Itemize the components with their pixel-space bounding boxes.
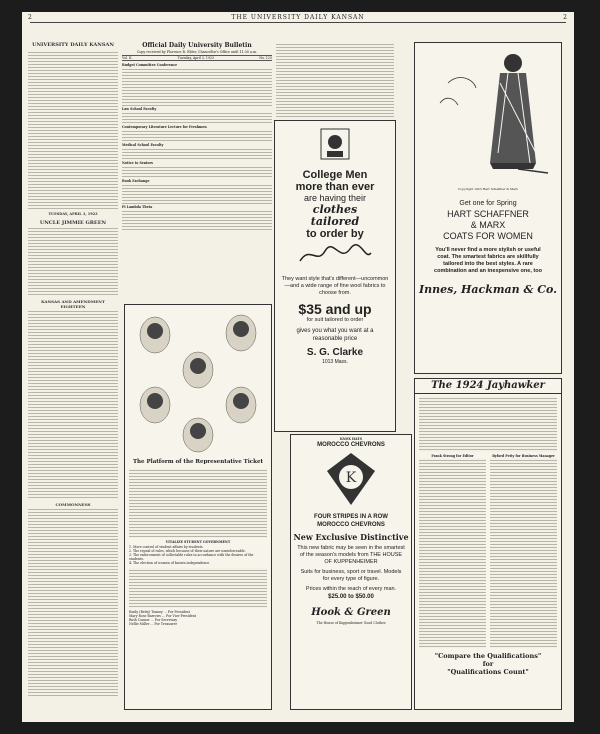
hats-body: This new fabric may be seen in the smartest of the season's models from THE HOUSE OF KUPPENHEIMER	[297, 545, 405, 565]
masthead-staff	[28, 50, 118, 210]
bulletin-title: Official Daily University Bulletin	[142, 42, 252, 49]
platform-point: 1. More control of student affairs by students.	[129, 545, 204, 549]
bulletin-section-heading: Medical School Faculty	[122, 143, 164, 147]
platform-point: 2. The repeal of rules, which because of their nature are unenforceable.	[129, 549, 246, 553]
editor-text	[419, 458, 486, 648]
bulletin-vol: Vol. II.	[122, 56, 133, 60]
jayhawker-sub1: Frank Strong for Editor	[431, 454, 474, 458]
jayhawker-compare: "Compare the Qualifications"	[434, 652, 542, 660]
coats-l2: HART SCHAFFNER	[447, 209, 529, 219]
editorial-jimmie-heading: UNCLE JIMMIE GREEN	[39, 220, 107, 226]
clarke-h3: are having their	[303, 193, 367, 203]
platform-point: 4. The election of women of known independence.	[129, 561, 211, 565]
jayhawker-compare3: "Qualifications Count"	[447, 668, 529, 676]
jayhawker-sub2: Byford Petty for Business Manager	[492, 454, 555, 458]
masthead-title: UNIVERSITY DAILY KANSAN	[32, 42, 114, 48]
jayhawker-business-column	[490, 454, 557, 648]
clarke-h5: tailored	[310, 215, 360, 228]
platform-candidates	[125, 610, 271, 626]
platform-points	[125, 544, 271, 566]
coats-caption: Copyright 1923 Hart Schaffner & Marx	[457, 187, 518, 191]
bulletin-section-heading: Contemporary Literature Lecture for Freshmen	[122, 125, 207, 129]
woman-coat-illustration-icon	[418, 43, 558, 183]
editorial-kansas-body	[28, 309, 118, 499]
tailor-emblem-icon	[315, 125, 355, 165]
candidate-line: Mary Rose Barrows ... For Vice-President	[129, 614, 196, 618]
clarke-h4: clothes	[312, 203, 358, 216]
hats-brand: MOROCCO CHEVRONS	[317, 442, 385, 448]
platform-intro	[129, 468, 267, 538]
coats-signature: Innes, Hackman & Co.	[419, 283, 557, 296]
bulletin-section-body	[122, 165, 272, 179]
coats-body: You'll never find a more stylish or useful coat. The smartest fabrics are skillfully tailored into the best styles. A rare combination and an inexpensive one, too	[434, 247, 542, 274]
jayhawker-title: The 1924 Jayhawker	[415, 379, 561, 394]
bulletin-section-heading: Pi Lambda Theta	[122, 205, 153, 209]
coats-ad	[414, 42, 562, 374]
clarke-name: S. G. Clarke	[306, 347, 364, 358]
hats-ad	[290, 434, 412, 710]
coats-l4: COATS FOR WOMEN	[443, 231, 533, 241]
clarke-price-sub: for suit tailored to order	[306, 317, 364, 323]
bulletin-section-heading: Book Exchange	[122, 179, 150, 183]
hats-top: KNOX HATS	[340, 437, 362, 441]
bulletin-section-body	[122, 209, 272, 231]
chevron-emblem-icon	[321, 449, 381, 509]
page-number-right: 2	[563, 14, 568, 21]
bulletin-subtitle: Copy received by Florence R. Elder, Chancellor's Office until 11:30 a.m.	[136, 50, 258, 54]
platform-box	[124, 304, 272, 710]
business-text	[490, 458, 557, 648]
platform-vitalize: VITALIZE STUDENT GOVERNMENT	[165, 540, 231, 544]
hats-suits: Suits for business, sport or travel. Models for every type of figure.	[300, 569, 402, 582]
clarke-ad	[274, 120, 396, 432]
news-text	[276, 42, 394, 117]
coats-l1: Get one for Spring	[459, 200, 517, 207]
hats-exclusive: New Exclusive Distinctive	[293, 532, 409, 542]
bulletin-section-body	[122, 147, 272, 161]
candidate-line: Ruth Connor ... For Secretary	[129, 618, 178, 622]
editorial-kansas-heading: KANSAS AND AMENDMENT EIGHTEEN	[41, 299, 105, 309]
platform-title: The Platform of the Representative Ticket	[132, 459, 264, 465]
candidate-line: Emily (Betty) Tenney ... For President	[129, 610, 190, 614]
jayhawker-compare2: for	[482, 660, 494, 668]
editorial-jimmie-body	[28, 226, 118, 296]
page-number-left: 2	[28, 14, 33, 21]
page-header	[22, 14, 574, 21]
clarke-price: $35 and up	[298, 301, 372, 317]
hats-stripes: FOUR STRIPES IN A ROW MOROCCO CHEVRONS	[314, 514, 388, 528]
masthead-date: TUESDAY, APRIL 3, 1923	[48, 212, 98, 216]
clarke-h2: more than ever	[295, 181, 375, 193]
bulletin-section-heading: Notice to Seniors	[122, 161, 153, 165]
newspaper-page	[22, 12, 574, 722]
bulletin-meta-row	[122, 55, 272, 61]
jayhawker-editor-column	[419, 454, 486, 648]
editorial-commoness-heading: COMMONNESS	[55, 502, 91, 507]
header-rule	[30, 22, 566, 23]
hats-store: Hook & Green	[311, 607, 391, 618]
platform-point: 3. The enforcement of collectable rules in accordance with the desires of the students.	[129, 553, 254, 561]
bulletin-no: No. 125	[259, 56, 272, 60]
hats-footer: The House of Kuppenheimer Good Clothes	[316, 621, 386, 625]
header-title: THE UNIVERSITY DAILY KANSAN	[231, 14, 365, 21]
candidate-line: Nellie Miller ... For Treasurer	[129, 622, 177, 626]
bulletin-sections	[122, 63, 272, 231]
bulletin-section-body	[122, 111, 272, 125]
clarke-note: gives you what you want at a reasonable price	[296, 328, 374, 342]
hats-range: $25.00 to $50.00	[328, 594, 374, 600]
jayhawker-box	[414, 378, 562, 710]
clarke-h6: to order by	[306, 228, 364, 240]
bulletin-date: Tuesday, April 3, 1923	[177, 56, 214, 60]
jayhawker-columns	[415, 454, 561, 648]
candidates-photos	[125, 305, 271, 455]
jayhawker-intro	[419, 396, 557, 452]
svg-text:K: K	[345, 470, 357, 486]
news-column	[276, 42, 394, 117]
clarke-addr: 1013 Mass.	[322, 359, 348, 365]
bulletin-section-heading: Budget Committee Conference	[122, 63, 178, 67]
clarke-signature-icon	[295, 243, 375, 269]
platform-text	[129, 568, 267, 608]
bulletin-section-heading: Law School Faculty	[122, 107, 157, 111]
hats-prices: Prices within the reach of every man.	[305, 586, 397, 592]
bulletin-section-body	[122, 129, 272, 143]
bulletin-section-body	[122, 67, 272, 107]
clarke-body: They want style that's different—uncommon—and a wide range of fine wool fabrics to choose from.	[281, 276, 389, 296]
bulletin-panel	[122, 42, 272, 300]
bulletin-section-body	[122, 183, 272, 205]
editorial-commoness-body	[28, 507, 118, 697]
coats-l3: & MARX	[470, 220, 506, 230]
left-column	[28, 42, 118, 712]
clarke-h1: College Men	[302, 169, 368, 181]
